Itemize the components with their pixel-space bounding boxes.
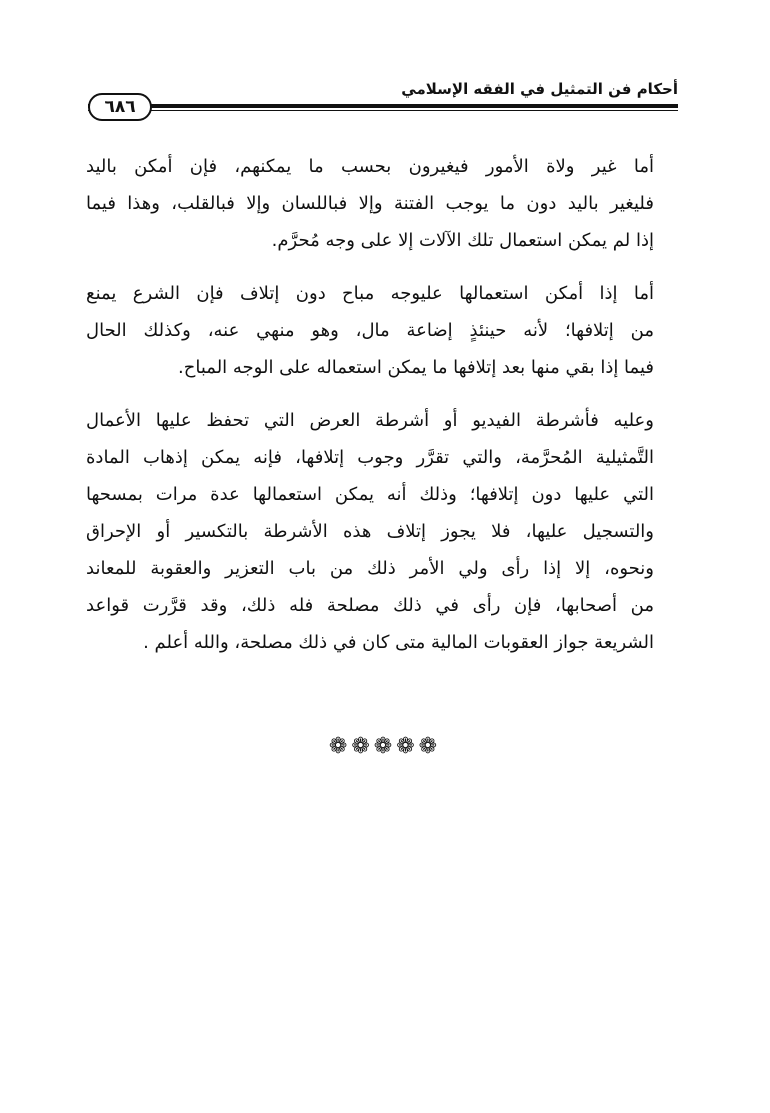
paragraph [86,402,680,661]
text-line: من إتلافها؛ لأنه حينئذٍ إضاعة مال، وهو منهي عنه، وكذلك الحال [86,320,654,341]
paragraph [86,275,680,386]
text-line: والتسجيل عليها، فلا يجوز إتلاف هذه الأشرطة بالتكسير أو الإحراق [86,521,654,542]
text-line: الشريعة جواز العقوبات المالية متى كان في ذلك مصلحة، والله أعلم . [143,632,654,653]
text-line: فليغير باليد دون ما يوجب الفتنة وإلا فباللسان وإلا فبالقلب، وهذا فيما [86,193,654,214]
text-line: وعليه فأشرطة الفيديو أو أشرطة العرض التي تحفظ عليها الأعمال [86,410,654,431]
page-number: ٦٨٦ [88,93,152,121]
text-line: فيما إذا بقي منها بعد إتلافها ما يمكن استعماله على الوجه المباح. [178,357,654,378]
header-rule-thick [88,104,678,108]
text-line: من أصحابها، فإن رأى في ذلك مصلحة فله ذلك، وقد قرَّرت قواعد [86,595,654,616]
text-line: التَّمثيلية المُحرَّمة، والتي تقرَّر وجوب إتلافها، فإنه يمكن إذهاب المادة [86,447,654,468]
section-end-ornament: ❁❁❁❁❁ [328,734,442,759]
text-line: أما إذا أمكن استعمالها عليوجه مباح دون إتلاف فإن الشرع يمنع [86,283,654,304]
body-text [86,148,680,677]
text-line: إذا لم يمكن استعمال تلك الآلات إلا على وجه مُحرَّم. [271,230,654,251]
text-line: ونحوه، إلا إذا رأى ولي الأمر ذلك من باب التعزير والعقوبة للمعاند [86,558,654,579]
text-line: أما غير ولاة الأمور فيغيرون بحسب ما يمكنهم، فإن أمكن باليد [86,156,654,177]
text-line: التي عليها دون إتلافها؛ وذلك أنه يمكن استعمالها عدة مرات بمسحها [86,484,654,505]
paragraph [86,148,680,259]
running-header-title: أحكام فن التمثيل في الفقه الإسلامي [401,80,678,98]
header-rule-thin [88,110,678,111]
